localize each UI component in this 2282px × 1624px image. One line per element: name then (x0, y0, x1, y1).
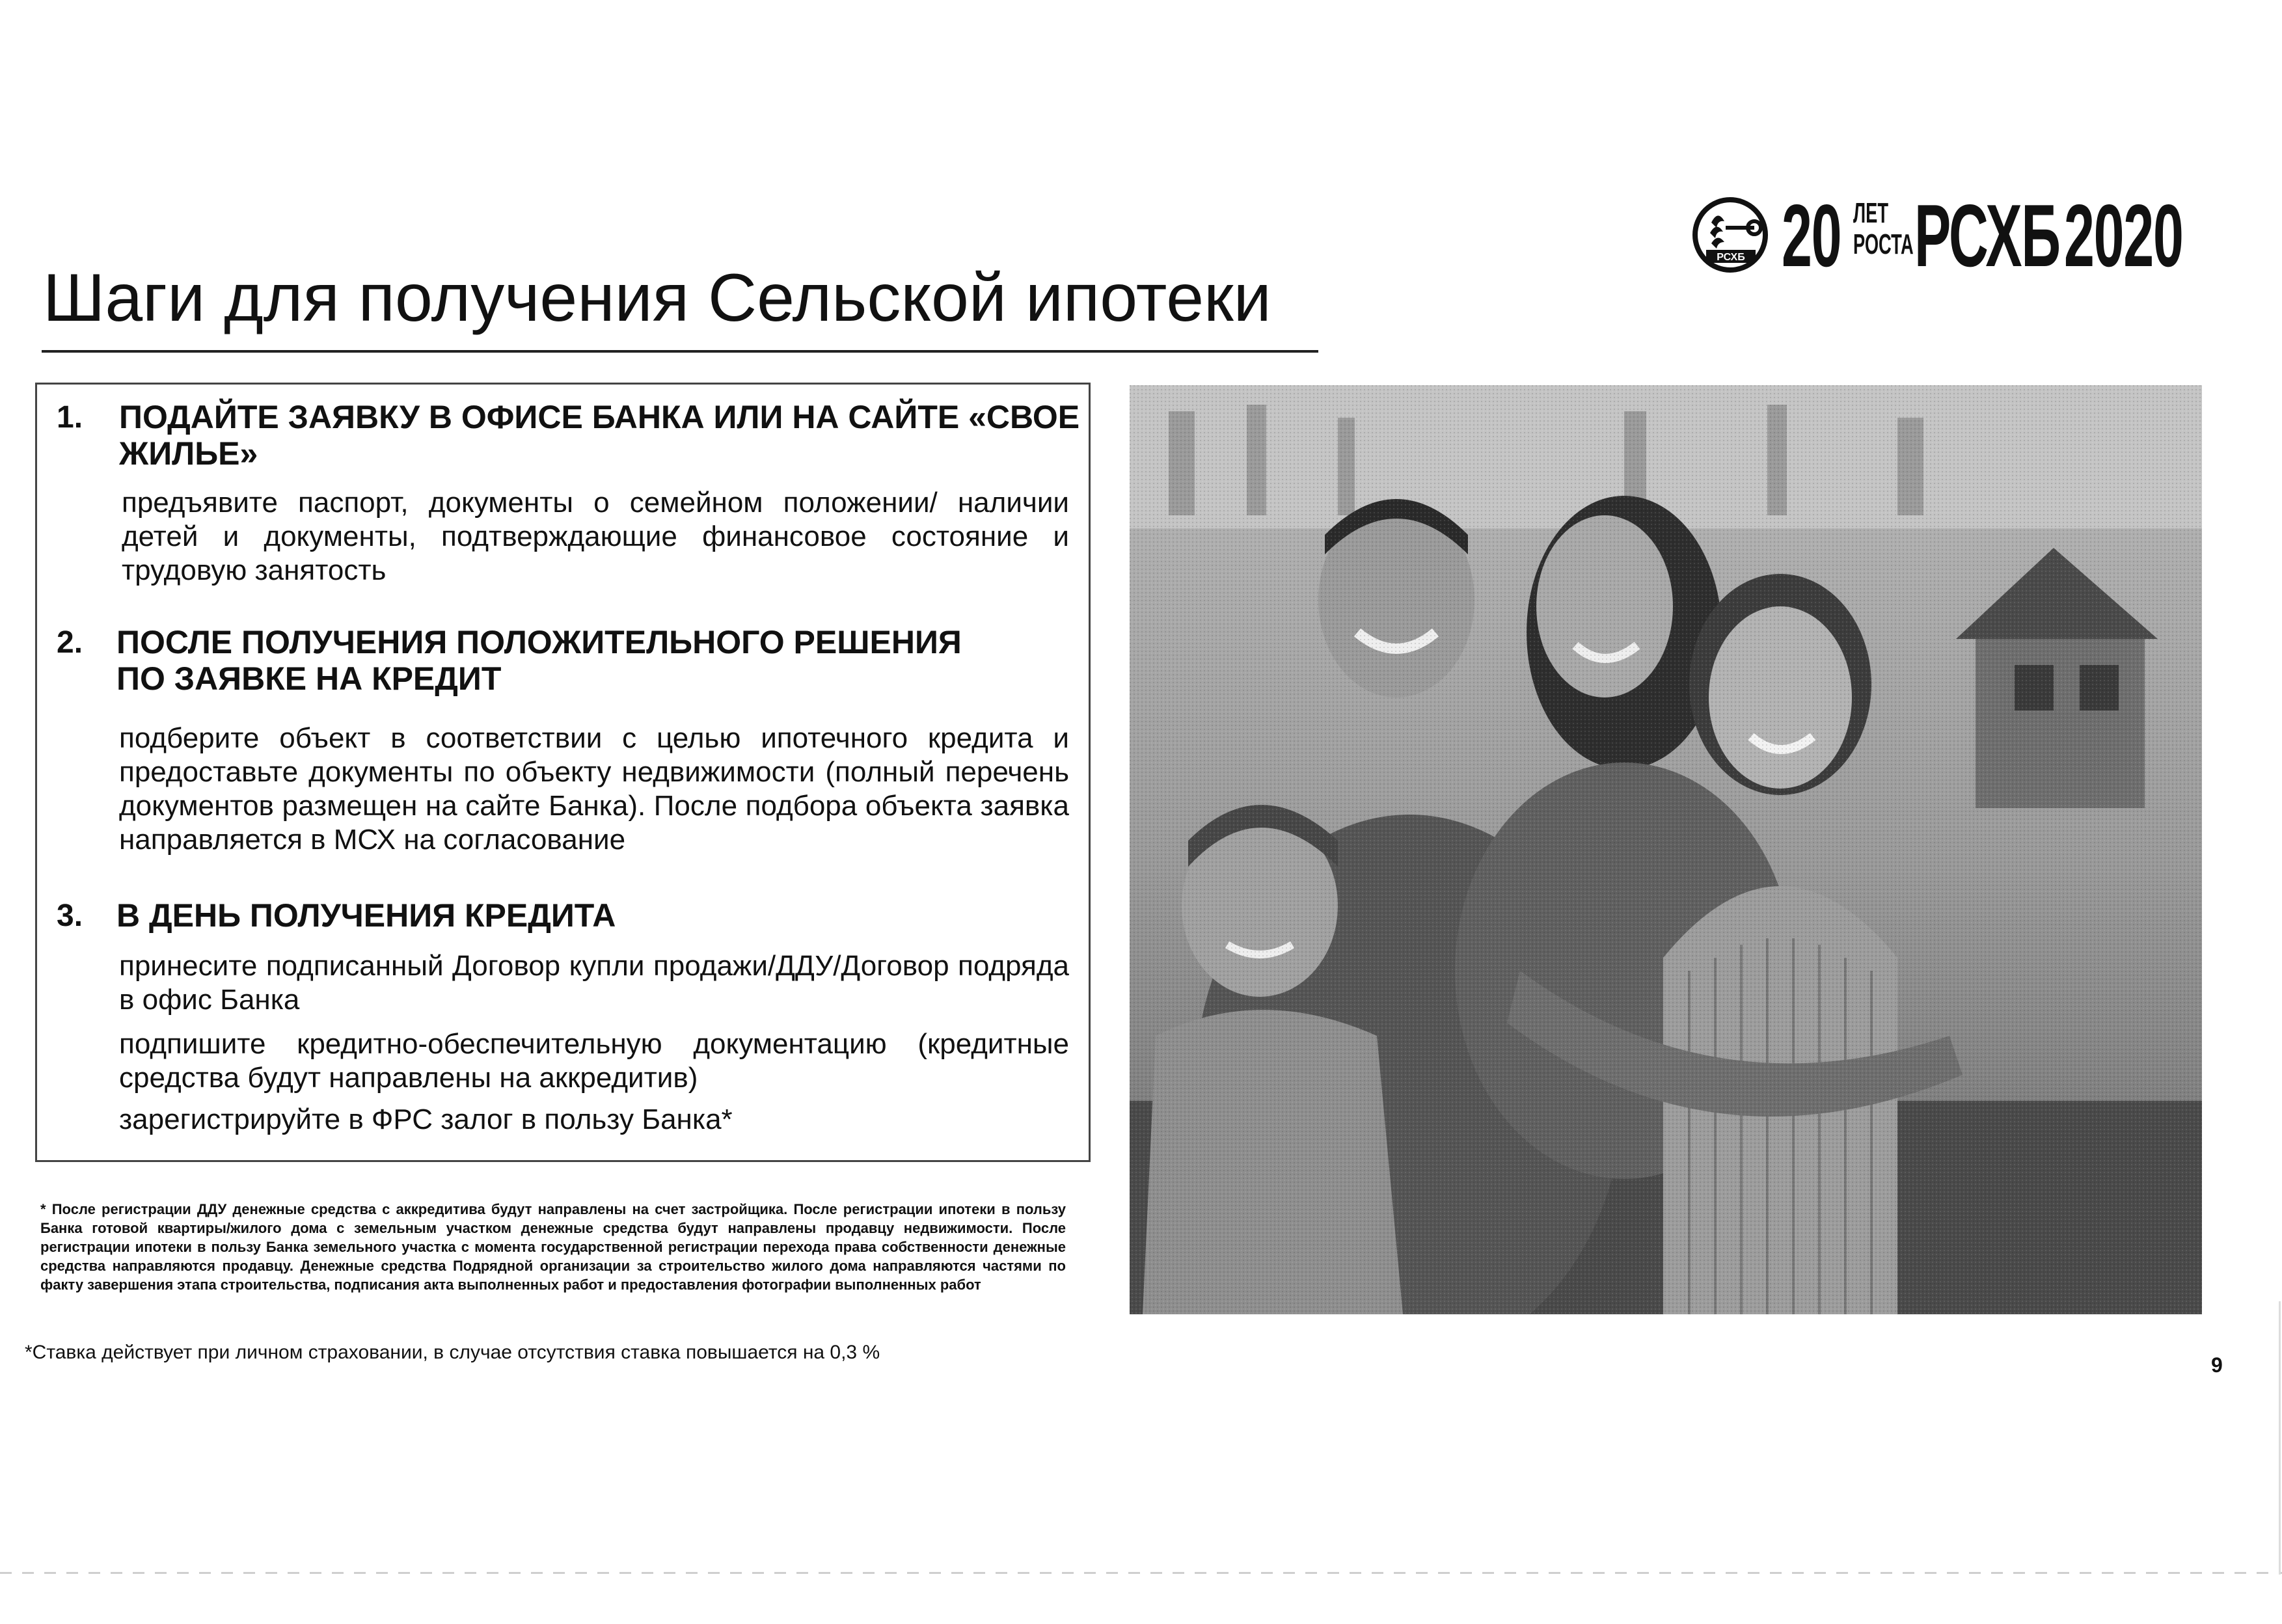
step-3-paragraph-2: подпишите кредитно-обеспечительную документацию (кредитные средства будут направлены на аккредитив) (119, 1028, 1069, 1094)
step-3-paragraph-3: зарегистрируйте в ФРС залог в пользу Банка* (119, 1103, 733, 1135)
step-1-heading-line-2: ЖИЛЬЕ» (119, 435, 258, 472)
steps-box (35, 383, 1091, 1162)
step-3-number: 3. (57, 899, 83, 933)
ddu-footnote: * После регистрации ДДУ денежные средства с аккредитива будут направлены на счет застройщика. После регистрации ипотеки в пользу Банка готовой квартиры/жилого дома с земельным участком денежные средства будут направлены продавцу недвижимости. После регистрации ипотеки в пользу Банка земельного участка с момента государственной регистрации перехода права собственности денежные средства направляются продавцу. Денежные средства Подрядной организации за строительство жилого дома направляются частями по факту завершения этапа строительства, подписания акта выполненных работ и предоставления фотографии выполненных работ (40, 1201, 1066, 1293)
step-1-heading-line-1: ПОДАЙТЕ ЗАЯВКУ В ОФИСЕ БАНКА ИЛИ НА САЙТЕ «СВОЕ (119, 399, 1080, 435)
family-photo-illustration (1130, 385, 2202, 1314)
step-3-heading: В ДЕНЬ ПОЛУЧЕНИЯ КРЕДИТА (116, 897, 616, 934)
logo-growth-label: РОСТА (1853, 228, 1914, 260)
logo-anniversary-number: 20 (1782, 186, 1841, 285)
page-number: 9 (2211, 1353, 2223, 1377)
step-2-heading-line-2: ПО ЗАЯВКЕ НА КРЕДИТ (116, 660, 502, 697)
step-2-heading-line-1: ПОСЛЕ ПОЛУЧЕНИЯ ПОЛОЖИТЕЛЬНОГО РЕШЕНИЯ (116, 624, 962, 660)
title-underline (42, 350, 1318, 353)
rate-footnote: *Ставка действует при личном страховании, в случае отсутствия ставка повышается на 0,3 % (25, 1342, 880, 1363)
step-3-paragraph-1: принесите подписанный Договор купли продажи/ДДУ/Договор подряда в офис Банка (119, 950, 1069, 1016)
logo-brand: РСХБ (1914, 186, 2060, 285)
wheat-key-emblem-icon (1692, 196, 1769, 273)
step-1-number: 1. (57, 400, 83, 435)
step-2-description: подберите объект в соответствии с целью ипотечного кредита и предоставьте документы по объекту недвижимости (полный перечень документов размещен на сайте Банка). После подбора объекта заявка направляется в МСХ на согласование (119, 722, 1069, 856)
step-2-number: 2. (57, 625, 83, 660)
scan-artifact-edge (2279, 1301, 2281, 1575)
logo-years-label: ЛЕТ (1853, 197, 1889, 229)
step-1-description: предъявите паспорт, документы о семейном положении/ наличии детей и документы, подтверждающие финансовое состояние и трудовую занятость (122, 487, 1069, 586)
scan-artifact-line (0, 1572, 2282, 1574)
family-photo (1130, 385, 2202, 1314)
emblem-text: РСХБ (1717, 252, 1745, 263)
logo-year: 2020 (2064, 186, 2183, 285)
page-title: Шаги для получения Сельской ипотеки (43, 260, 1271, 336)
header-logo (1692, 187, 2206, 285)
